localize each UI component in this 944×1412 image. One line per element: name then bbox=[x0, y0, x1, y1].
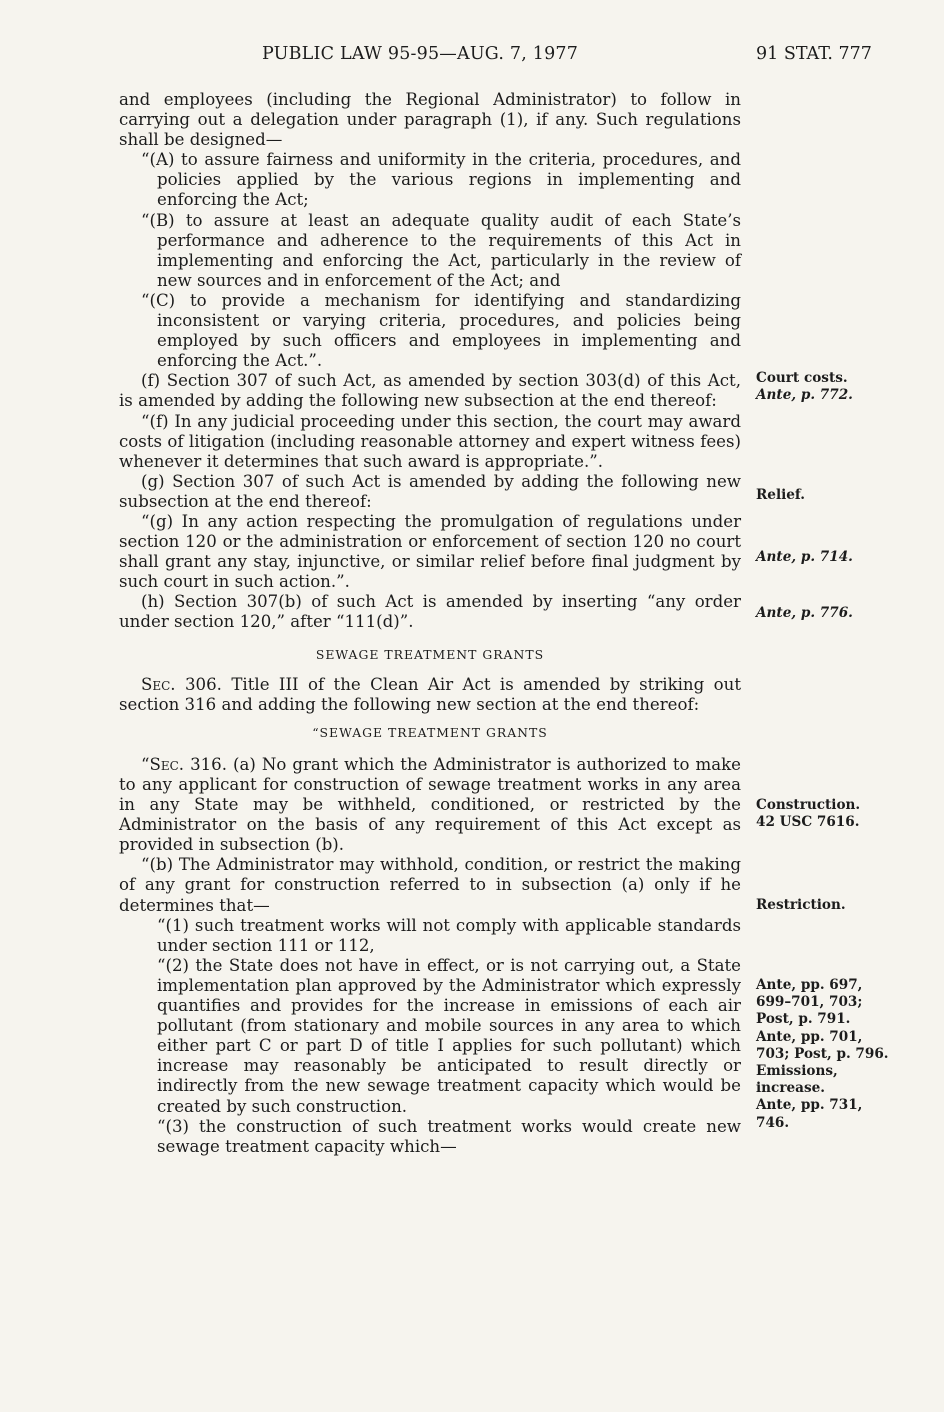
margin-ref-4: Ante, pp. 701, bbox=[756, 1028, 863, 1045]
margin-ref-3: Post, p. 791. bbox=[756, 1011, 851, 1028]
clause-a: “(A) to assure fairness and uniformity in the criteria, procedures, and policies applied by the various regions in implementing and enforcing the Act; bbox=[141, 150, 741, 210]
page-number: 91 STAT. 777 bbox=[756, 44, 872, 64]
section-306 bbox=[119, 675, 741, 715]
section-316-label: “Sec. bbox=[141, 754, 185, 774]
page-header bbox=[0, 44, 944, 68]
subsection-f-text: “(f) In any judicial proceeding under this section, the court may award costs of litigation (including reasonable attorney and expert witness fees) whenever it determines that such award is appropriate.”. bbox=[119, 411, 741, 471]
clause-c: “(C) to provide a mechanism for identifying and standardizing inconsistent or varying criteria, procedures, and policies being employed by such officers and employees in implementing and enforcing the Act.”. bbox=[141, 290, 741, 371]
margin-restriction: Restriction. bbox=[756, 897, 846, 913]
item-1: “(1) such treatment works will not comply with applicable standards under section 111 or 112, bbox=[157, 915, 741, 955]
margin-ref-9: 746. bbox=[756, 1114, 790, 1131]
header-title: PUBLIC LAW 95-95—AUG. 7, 1977 bbox=[262, 44, 579, 64]
section-heading-sewage: SEWAGE TREATMENT GRANTS bbox=[315, 646, 545, 662]
margin-ref-8: Ante, pp. 731, bbox=[756, 1097, 863, 1114]
margin-relief-ref: Ante, p. 714. bbox=[756, 549, 853, 565]
margin-ref-5: 703; Post, p. 796. bbox=[756, 1045, 889, 1062]
main-text-column bbox=[119, 90, 741, 1157]
margin-note-relief-ref bbox=[756, 549, 853, 566]
quoted-heading-sewage: “SEWAGE TREATMENT GRANTS bbox=[312, 724, 548, 740]
section-316-a bbox=[119, 755, 741, 855]
margin-relief: Relief. bbox=[756, 487, 806, 503]
margin-construction: Construction. bbox=[756, 797, 861, 813]
margin-note-court-costs bbox=[756, 370, 853, 404]
margin-ref-1: Ante, pp. 697, bbox=[756, 977, 863, 993]
section-316-a-text: 316. (a) No grant which the Administrator is authorized to make to any applicant for construction of sewage treatment works in any area in any State may be withheld, conditioned, or restricted by the Administrator on the basis of any requirement of this Act except as provided in subsection (b). bbox=[119, 754, 741, 855]
item-3: “(3) the construction of such treatment works would create new sewage treatment capacity which— bbox=[157, 1116, 741, 1156]
amendment-f: (f) Section 307 of such Act, as amended by section 303(d) of this Act, is amended by adding the following new subsection at the end thereof: bbox=[119, 371, 741, 411]
margin-note-refs bbox=[756, 977, 889, 1132]
margin-court-costs: Court costs. bbox=[756, 370, 848, 386]
margin-note-construction bbox=[756, 797, 860, 831]
margin-note-restriction bbox=[756, 897, 846, 914]
margin-ref-7: increase. bbox=[756, 1080, 825, 1097]
margin-usc: 42 USC 7616. bbox=[756, 814, 860, 831]
margin-ref-2: 699–701, 703; bbox=[756, 994, 863, 1011]
margin-note-relief bbox=[756, 487, 805, 504]
margin-h-ref: Ante, p. 776. bbox=[756, 605, 853, 621]
section-306-text: 306. Title III of the Clean Air Act is amended by striking out section 316 and adding the following new section at the end thereof: bbox=[119, 674, 741, 714]
amendment-g: (g) Section 307 of such Act is amended by adding the following new subsection at the end thereof: bbox=[119, 471, 741, 511]
section-316-b: “(b) The Administrator may withhold, condition, or restrict the making of any grant for construction referred to in subsection (a) only if he determines that— bbox=[119, 855, 741, 915]
paragraph-regulations: and employees (including the Regional Administrator) to follow in carrying out a delegation under paragraph (1), if any. Such regulations shall be designed— bbox=[119, 90, 741, 150]
margin-court-ref: Ante, p. 772. bbox=[756, 387, 853, 404]
margin-note-h-ref bbox=[756, 605, 853, 622]
clause-b: “(B) to assure at least an adequate quality audit of each State’s performance and adherence to the requirements of this Act in implementing and enforcing the Act, particularly in the review of new sources and in enforcement of the Act; and bbox=[141, 210, 741, 290]
amendment-h: (h) Section 307(b) of such Act is amended by inserting “any order under section 120,” after “111(d)”. bbox=[119, 592, 741, 632]
section-306-label: Sec. bbox=[141, 674, 176, 694]
subsection-g-text: “(g) In any action respecting the promulgation of regulations under section 120 or the administration or enforcement of section 120 no court shall grant any stay, injunctive, or similar relief before final judgment by such court in such action.”. bbox=[119, 511, 741, 592]
margin-ref-6: Emissions, bbox=[756, 1063, 838, 1080]
item-2: “(2) the State does not have in effect, or is not carrying out, a State implementation plan approved by the Administrator which expressly quantifies and provides for the increase in emissions of each air pollutant (from stationary and mobile sources in any area to which either part C or part D of title I applies for such pollutant) which increase may reasonably be anticipated to result directly or indirectly from the new sewage treatment capacity which would be created by such construction. bbox=[157, 955, 741, 1116]
